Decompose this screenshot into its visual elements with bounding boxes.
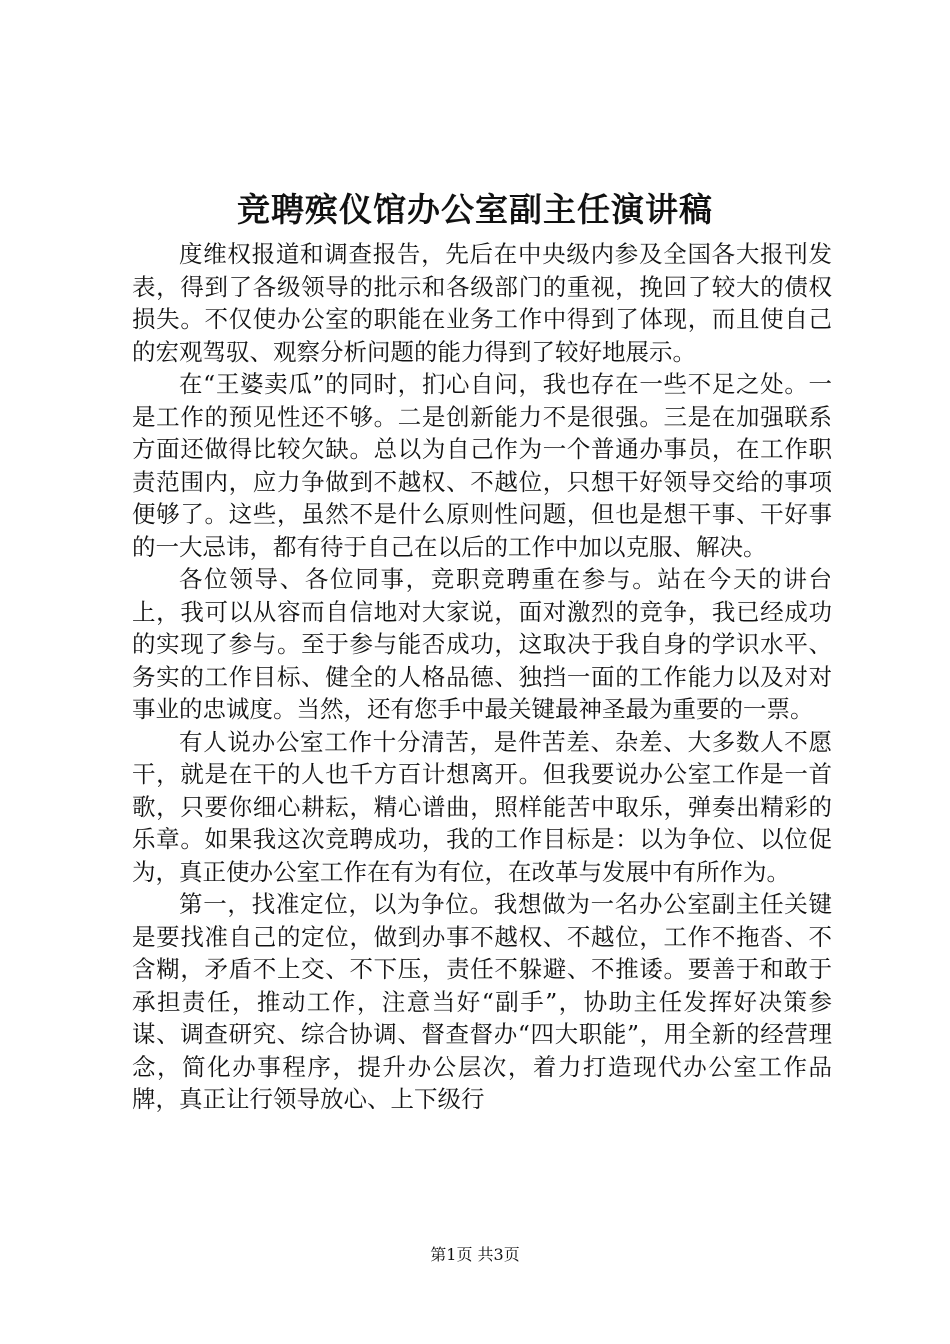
paragraph-1: 度维权报道和调查报告，先后在中央级内参及全国各大报刊发表，得到了各级领导的批示和各级部门的重视，挽回了较大的债权损失。不仅使办公室的职能在业务工作中得到了体现，而且使自己的宏观驾驭、观察分析问题的能力得到了较好地展示。 bbox=[132, 240, 832, 366]
paragraph-3: 各位领导、各位同事，竞职竞聘重在参与。站在今天的讲台上，我可以从容而自信地对大家说，面对激烈的竞争，我已经成功的实现了参与。至于参与能否成功，这取决于我自身的学识水平、务实的工作目标、健全的人格品德、独挡一面的工作能力以及对对事业的忠诚度。当然，还有您手中最关键最神圣最为重要的一票。 bbox=[132, 565, 832, 723]
page-footer: 第1页 共3页 bbox=[430, 1245, 520, 1264]
paragraph-5: 第一，找准定位，以为争位。我想做为一名办公室副主任关键是要找准自己的定位，做到办事不越权、不越位，工作不拖沓、不含糊，矛盾不上交、不下压，责任不躲避、不推诿。要善于和敢于承担责任，推动工作，注意当好“副手”，协助主任发挥好决策参谋、调查研究、综合协调、督查督办“四大职能”，用全新的经营理念，简化办事程序，提升办公层次，着力打造现代办公室工作品牌，真正让行领导放心、上下级行 bbox=[132, 890, 832, 1113]
document-body bbox=[132, 238, 832, 1116]
paragraph-2: 在“王婆卖瓜”的同时，扪心自问，我也存在一些不足之处。一是工作的预见性还不够。二是创新能力不是很强。三是在加强联系方面还做得比较欠缺。总以为自己作为一个普通办事员，在工作职责范围内，应力争做到不越权、不越位，只想干好领导交给的事项便够了。这些，虽然不是什么原则性问题，但也是想干事、干好事的一大忌讳，都有待于自己在以后的工作中加以克服、解决。 bbox=[132, 370, 832, 561]
document-title: 竞聘殡仪馆办公室副主任演讲稿 bbox=[237, 190, 713, 229]
paragraph-4: 有人说办公室工作十分清苦，是件苦差、杂差、大多数人不愿干，就是在干的人也千方百计想离开。但我要说办公室工作是一首歌，只要你细心耕耘，精心谱曲，照样能苦中取乐，弹奏出精彩的乐章。如果我这次竞聘成功，我的工作目标是：以为争位、以位促为，真正使办公室工作在有为有位，在改革与发展中有所作为。 bbox=[132, 727, 832, 886]
